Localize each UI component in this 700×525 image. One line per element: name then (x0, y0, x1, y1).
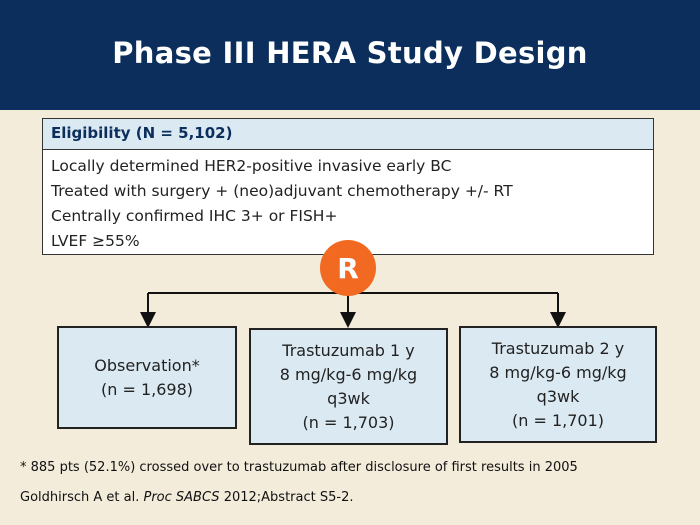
eligibility-criterion: Centrally confirmed IHC 3+ or FISH+ (51, 207, 338, 225)
arm-label: Observation* (94, 355, 200, 375)
citation-journal: Proc SABCS (143, 490, 220, 505)
arm-label: Trastuzumab 1 y (282, 340, 415, 360)
eligibility-header: Eligibility (N = 5,102) (43, 119, 653, 150)
arm-label: Trastuzumab 2 y (491, 338, 625, 358)
eligibility-criterion: Treated with surgery + (neo)adjuvant chemotherapy +/- RT (51, 182, 513, 200)
arm-dose: 8 mg/kg-6 mg/kg (489, 362, 627, 382)
arm-schedule: q3wk (327, 388, 370, 408)
randomization-node: R (320, 240, 376, 296)
eligibility-criterion: Locally determined HER2-positive invasive early BC (51, 157, 452, 175)
arm-trastuzumab-2y (459, 326, 657, 443)
arm-sample-size: (n = 1,701) (511, 410, 604, 430)
eligibility-criterion: LVEF ≥55% (51, 232, 140, 250)
arm-dose: 8 mg/kg-6 mg/kg (279, 364, 418, 384)
footnote: * 885 pts (52.1%) crossed over to trastuzumab after disclosure of first results in 2005 (20, 460, 578, 475)
arm-sample-size: (n = 1,698) (100, 379, 193, 399)
citation-authors: Goldhirsch A et al. (20, 490, 140, 505)
citation-details: 2012;Abstract S5-2. (223, 490, 354, 505)
slide-title: Phase III HERA Study Design (112, 36, 588, 70)
arm-trastuzumab-1y (249, 328, 448, 445)
arm-schedule: q3wk (536, 386, 580, 406)
arm-sample-size: (n = 1,703) (302, 412, 395, 432)
citation (20, 490, 353, 505)
arm-observation (57, 326, 237, 429)
